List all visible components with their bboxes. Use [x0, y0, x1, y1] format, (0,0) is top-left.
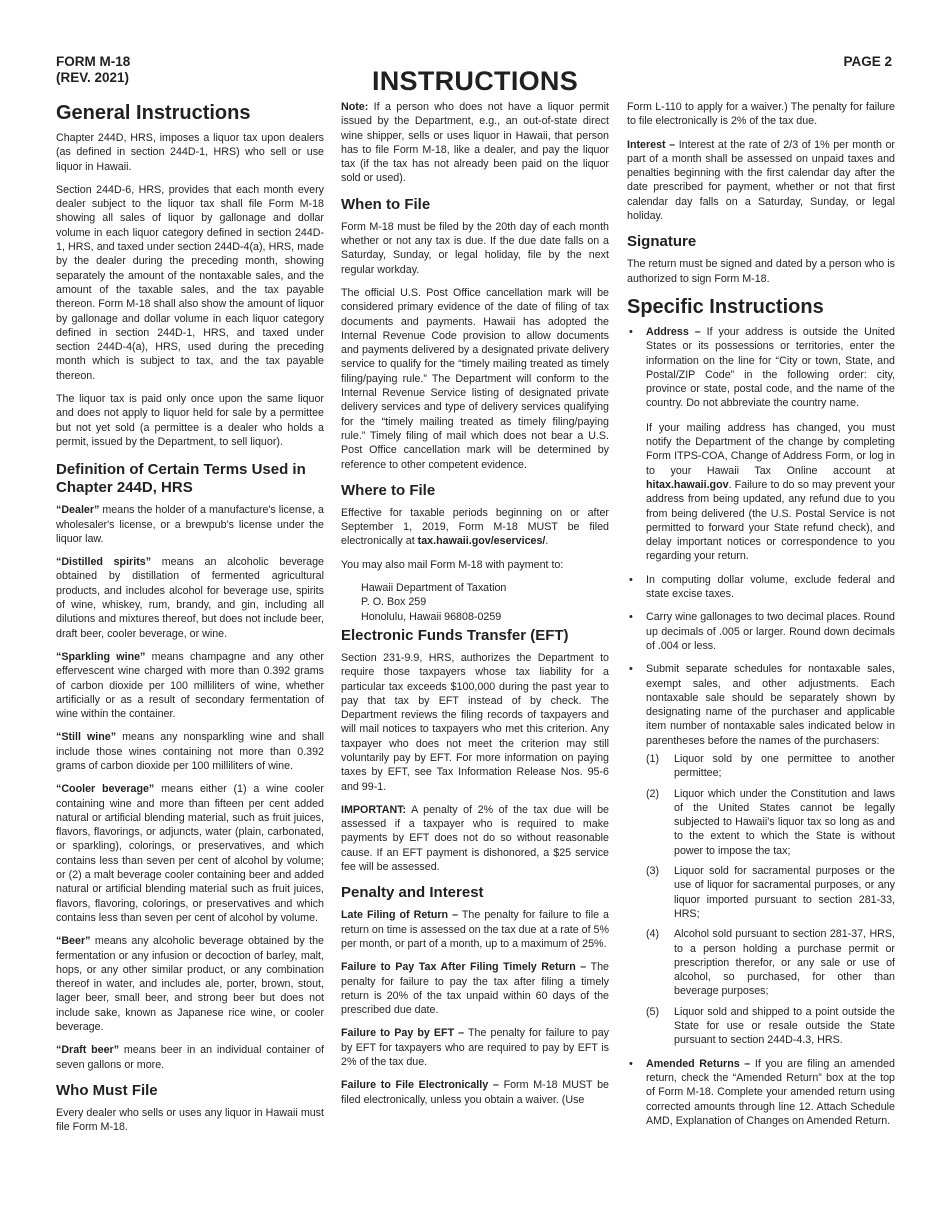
term-draft-beer: “Draft beer” — [56, 1044, 120, 1057]
address-change-text: If your mailing address has changed, you must notify the Department of the change by completing Form ITPS-COA, Change of Address Form, or log in to your Hawaii Tax Online account at — [646, 421, 895, 477]
nontaxable-item — [646, 787, 895, 858]
item-text: Liquor sold for sacramental purposes or the use of liquor for sacramental purposes, or any liquor imported pursuant to section 281-33, HRS; — [674, 865, 895, 920]
definition-sparkling-wine — [56, 650, 324, 721]
failure-to-pay-text: The penalty for failure to pay the tax after filing a timely return is 20% of the tax unpaid within 60 days of the prescribed due date. — [341, 961, 609, 1017]
general-instructions-heading: General Instructions — [56, 102, 251, 124]
address-label: Address – — [646, 325, 701, 338]
address-change-paragraph — [646, 421, 895, 564]
waiver-continuation-paragraph: Form L-110 to apply for a waiver.) The penalty for failure to file electronically is 2% of the tax due. — [627, 101, 895, 128]
definition-draft-beer — [56, 1043, 324, 1072]
column-2 — [341, 100, 609, 1116]
note-text: If a person who does not have a liquor permit issued by the Department, e.g., an out-of-state direct wine shipper, sells or uses liquor in Hawaii, that person has to file Form M-18, like a dealer, and pay the liquor tax (if the tax has not already been paid on the liquor sold or used). — [341, 101, 609, 185]
nontaxable-item — [646, 752, 895, 781]
page-number: PAGE 2 — [843, 54, 892, 69]
nontaxable-item — [646, 864, 895, 921]
failure-to-pay-eft-text: The penalty for failure to pay by EFT for taxpayers who are required to pay by EFT is 2% of the tax due. — [341, 1027, 609, 1069]
where-to-file-paragraph-1 — [341, 506, 609, 549]
mailing-address — [341, 581, 609, 624]
item-number: (4) — [646, 928, 660, 941]
where-to-file-paragraph-2: You may also mail Form M-18 with payment to: — [341, 558, 564, 571]
general-paragraph-2: Section 244D-6, HRS, provides that each month every dealer subject to the liquor tax shall file Form M-18 showing all sales of liquor by gallonage and dollar volume in each liquor category defined in section 244D-1, HRS, and taxed under section 244D-4(a), HRS, made by the dealer during the preceding month, showing separately the amount of the nontaxable sales, and the amount of the taxable sales, and the tax payable thereon. Form M-18 shall also show the amount of liquor by gallonage and dollar volume in each liquor category defined in section 244D-1, HRS, and taxed under section 244D-4(a), HRS, used during the preceding month which is subject to tax, and the tax payable thereon. — [56, 183, 324, 382]
definition-dealer — [56, 503, 324, 546]
term-distilled-spirits: “Distilled spirits” — [56, 556, 152, 569]
item-text: Liquor sold by one permittee to another permittee; — [674, 752, 895, 780]
eft-paragraph: Section 231-9.9, HRS, authorizes the Department to require those taxpayers whose tax liability for a particular tax exceeds $100,000 during the past year to pay that tax by EFT instead of by check. The Department reviews the filing records of taxpayers and will mail notices to taxpayers who met this criterion. Any taxpayer who does not meet the criterion may still voluntarily pay by EFT. For more information on paying taxes by EFT, see Tax Information Release Nos. 95-6 and 99-1. — [341, 651, 609, 793]
amended-returns-label: Amended Returns – — [646, 1057, 751, 1070]
definition-text: means the holder of a manufacture's license, a wholesaler's license, or a brewpub's license under the liquor law. — [56, 504, 324, 545]
when-to-file-heading: When to File — [341, 195, 431, 213]
item-text: Alcohol sold pursuant to section 281-37, HRS, to a person holding a purchase permit or prescription therefor, or any sale or use of alcohol, so purchased, for other than beverage purposes; — [674, 928, 895, 998]
penalty-interest-heading: Penalty and Interest — [341, 884, 484, 902]
signature-paragraph: The return must be signed and dated by a person who is authorized to sign Form M-18. — [627, 258, 895, 285]
item-number: (2) — [646, 787, 660, 800]
term-beer: “Beer” — [56, 935, 91, 948]
where-text-end: . — [545, 535, 549, 548]
column-3 — [627, 100, 895, 1137]
column-1 — [56, 100, 324, 1144]
failure-to-pay-label: Failure to Pay Tax After Filing Timely Return – — [341, 961, 587, 974]
term-still-wine: “Still wine” — [56, 731, 117, 744]
list-item-address — [627, 325, 895, 564]
definition-text: means either (1) a wine cooler containing wine and more than fifteen per cent added natural or artificial blending material, such as fruit juices, flavors, flavorings, or adjuncts, water (plain, carbonated, or sparkling), colorings, or preservatives, and which contains less than seven per cent of alcohol by volume; or (2) a malt beverage cooler containing beer and added natural or artificial blending material such as fruit juices, flavors, flavoring, colorings, or preservatives and which contains less than seven per cent of alcohol by volume. — [56, 783, 324, 924]
late-filing-paragraph — [341, 908, 609, 951]
when-to-file-paragraph-2: The official U.S. Post Office cancellation mark will be considered primary evidence of the date of filing of tax documents and payments. Hawaii has adopted the Internal Revenue Code provision to allow documents and payments delivered by a designated private delivery service to qualify for the “timely mailing treated as timely filing/paying rule.” The Department will conform to the Internal Revenue Service listing of designated private delivery services and type of delivery services qualifying for the “timely mailing treated as timely filing/paying rule.” Timely filing of mail which does not bear a U.S. Post Office cancellation mark will be determined by reference to other competent evidence. — [341, 286, 609, 471]
nontaxable-item — [646, 1005, 895, 1048]
definition-text: means an alcoholic beverage obtained by distillation of fermented agricultural products, and includes alcohol for beverage use, spirits of wine, whiskey, rum, brandy, and gin, including all dilutions and mixtures thereof, but does not include beer, draft beer, cooler beverage, or wine. — [56, 556, 324, 640]
eservices-link[interactable]: tax.hawaii.gov/eservices/ — [417, 535, 546, 548]
definition-beer — [56, 934, 324, 1034]
form-id: FORM M-18 — [56, 54, 131, 69]
failure-to-file-electronically-label: Failure to File Electronically – — [341, 1079, 499, 1092]
interest-paragraph — [627, 138, 895, 224]
important-paragraph — [341, 803, 609, 874]
bullet-icon: • — [629, 1057, 633, 1070]
item-number: (1) — [646, 752, 660, 765]
address-text: If your address is outside the United States or its possessions or territories, enter the information on the line for “City or town, State, and Postal/ZIP Code” in the following order: city, province or state, postal code, and the name of the country. Do not abbreviate the country name. — [646, 325, 895, 410]
where-text: Effective for taxable periods beginning on or after September 1, 2019, Form M-18 MUST be filed electronically at — [341, 506, 609, 548]
term-dealer: “Dealer” — [56, 504, 100, 517]
schedules-text: Submit separate schedules for nontaxable sales, exempt sales, and other adjustments. Each nontaxable sale should be separately shown by designating name of the purchaser and applicable item number of nontaxable sales indicated below in parentheses before the names of the purchasers: — [646, 663, 895, 747]
failure-to-pay-eft-paragraph — [341, 1026, 609, 1069]
address-line-1: Hawaii Department of Taxation — [361, 582, 507, 595]
general-paragraph-3: The liquor tax is paid only once upon the same liquor and does not apply to liquor held for sale by a permittee but not yet sold (a permittee is a dealer who holds a permit, issued by the Department, to sell liquor). — [56, 393, 324, 448]
definition-cooler-beverage — [56, 782, 324, 925]
nontaxable-sales-list — [646, 752, 895, 1048]
address-change-text-end: . Failure to do so may prevent your address from being updated, any refund due to you from being delivered (the U.S. Postal Service is not permitted to forward your State refund check), and delay important notices or correspondence to you regarding your return. — [646, 478, 895, 563]
where-to-file-heading: Where to File — [341, 481, 436, 499]
late-filing-label: Late Filing of Return – — [341, 909, 459, 922]
late-filing-text: The penalty for failure to file a return on time is assessed on the tax due at a rate of 5% per month, or part of a month, up to a maximum of 25%. — [341, 909, 609, 950]
failure-to-pay-paragraph — [341, 960, 609, 1017]
important-label: IMPORTANT: — [341, 803, 407, 816]
when-to-file-paragraph-1: Form M-18 must be filed by the 20th day of each month whether or not any tax is due. If the due date falls on a Saturday, Sunday, or legal holiday, file by the next regular workday. — [341, 220, 609, 276]
important-text: A penalty of 2% of the tax due will be assessed if a taxpayer who is required to make payments by EFT does not do so without reasonable cause. If an EFT payment is dishonored, a $25 service fee will be assessed. — [341, 803, 609, 874]
signature-heading: Signature — [627, 233, 697, 251]
failure-to-file-electronically-paragraph — [341, 1078, 609, 1107]
page-title: INSTRUCTIONS — [371, 66, 579, 96]
failure-to-file-electronically-text: Form M-18 MUST be filed electronically, unless you obtain a waiver. (Use — [341, 1079, 609, 1106]
who-must-file-heading: Who Must File — [56, 1081, 158, 1099]
general-paragraph-1: Chapter 244D, HRS, imposes a liquor tax upon dealers (as defined in section 244D-1, HRS) who sell or use liquor in Hawaii. — [56, 132, 324, 173]
amended-returns-paragraph — [646, 1057, 895, 1128]
specific-instructions-heading: Specific Instructions — [627, 295, 824, 318]
definition-distilled-spirits — [56, 555, 324, 641]
gallonages-text: Carry wine gallonages to two decimal places. Round up decimals of .005 or larger. Round down decimals of .004 or less. — [646, 611, 895, 652]
form-revision: (REV. 2021) — [56, 70, 130, 85]
dollar-volume-text: In computing dollar volume, exclude federal and state excise taxes. — [646, 573, 895, 601]
term-cooler-beverage: “Cooler beverage” — [56, 783, 155, 796]
address-line-3: Honolulu, Hawaii 96808-0259 — [361, 610, 502, 623]
list-item-dollar-volume — [627, 573, 895, 602]
address-paragraph — [646, 325, 895, 411]
note-paragraph — [341, 100, 609, 186]
amended-returns-text: If you are filing an amended return, check the “Amended Return” box at the top of Form M-18. Complete your amended return using corrected amounts through line 12. Attach Schedule AMD, Explanation of Changes on Amended Return. — [646, 1057, 895, 1127]
item-text: Liquor which under the Constitution and laws of the United States cannot be legally subjected to Hawaii's liquor tax so long as and to the extent to which the State is without power to impose the tax; — [674, 787, 895, 857]
specific-instructions-list — [627, 325, 895, 1128]
definition-text: means any alcoholic beverage obtained by the fermentation or any infusion or decoction of barley, malt, hops, or any other similar product, or any combination thereof in water, and includes ale, porter, brown, stout, lager beer, small beer, and strong beer but does not include sake, known as Japanese rice wine, or cooler beverage. — [56, 935, 324, 1034]
eft-heading: Electronic Funds Transfer (EFT) — [341, 626, 569, 644]
hitax-link[interactable]: hitax.hawaii.gov — [646, 478, 729, 491]
interest-text: Interest at the rate of 2/3 of 1% per month or part of a month shall be assessed on unpaid taxes and penalties beginning with the first calendar day after the date prescribed for payment, whether or not that first calendar day falls on a Saturday, Sunday, or legal holiday. — [627, 138, 895, 223]
bullet-icon: • — [629, 325, 633, 338]
list-item-amended-returns — [627, 1057, 895, 1128]
bullet-icon: • — [629, 611, 633, 624]
item-text: Liquor sold and shipped to a point outside the State for use or resale outside the State pursuant to section 244D-4.3, HRS. — [674, 1005, 895, 1047]
interest-label: Interest – — [627, 138, 676, 151]
bullet-icon: • — [629, 573, 633, 586]
item-number: (3) — [646, 865, 660, 878]
list-item-gallonages — [627, 610, 895, 653]
who-must-file-paragraph: Every dealer who sells or uses any liquor in Hawaii must file Form M-18. — [56, 1106, 324, 1134]
bullet-icon: • — [629, 663, 633, 676]
definition-text: means any nonsparkling wine and shall include those wines containing not more than 0.392 grams of carbon dioxide per 100 milliliters of wine. — [56, 731, 324, 772]
address-line-2: P. O. Box 259 — [361, 596, 427, 609]
note-label: Note: — [341, 101, 369, 113]
nontaxable-item — [646, 927, 895, 998]
definition-still-wine — [56, 730, 324, 773]
item-number: (5) — [646, 1005, 660, 1018]
definitions-heading: Definition of Certain Terms Used in Chapter 244D, HRS — [56, 461, 306, 497]
failure-to-pay-eft-label: Failure to Pay by EFT – — [341, 1027, 465, 1040]
definition-text: means champagne and any other effervescent wine charged with more than 0.392 grams of carbon dioxide per 100 milliliters of wine, whether artificially or as a result of secondary fermentation of wine within the container. — [56, 650, 324, 721]
term-sparkling-wine: “Sparkling wine” — [56, 650, 146, 663]
definition-text: means beer in an individual container of seven gallons or more. — [56, 1044, 325, 1071]
list-item-schedules — [627, 662, 895, 1047]
